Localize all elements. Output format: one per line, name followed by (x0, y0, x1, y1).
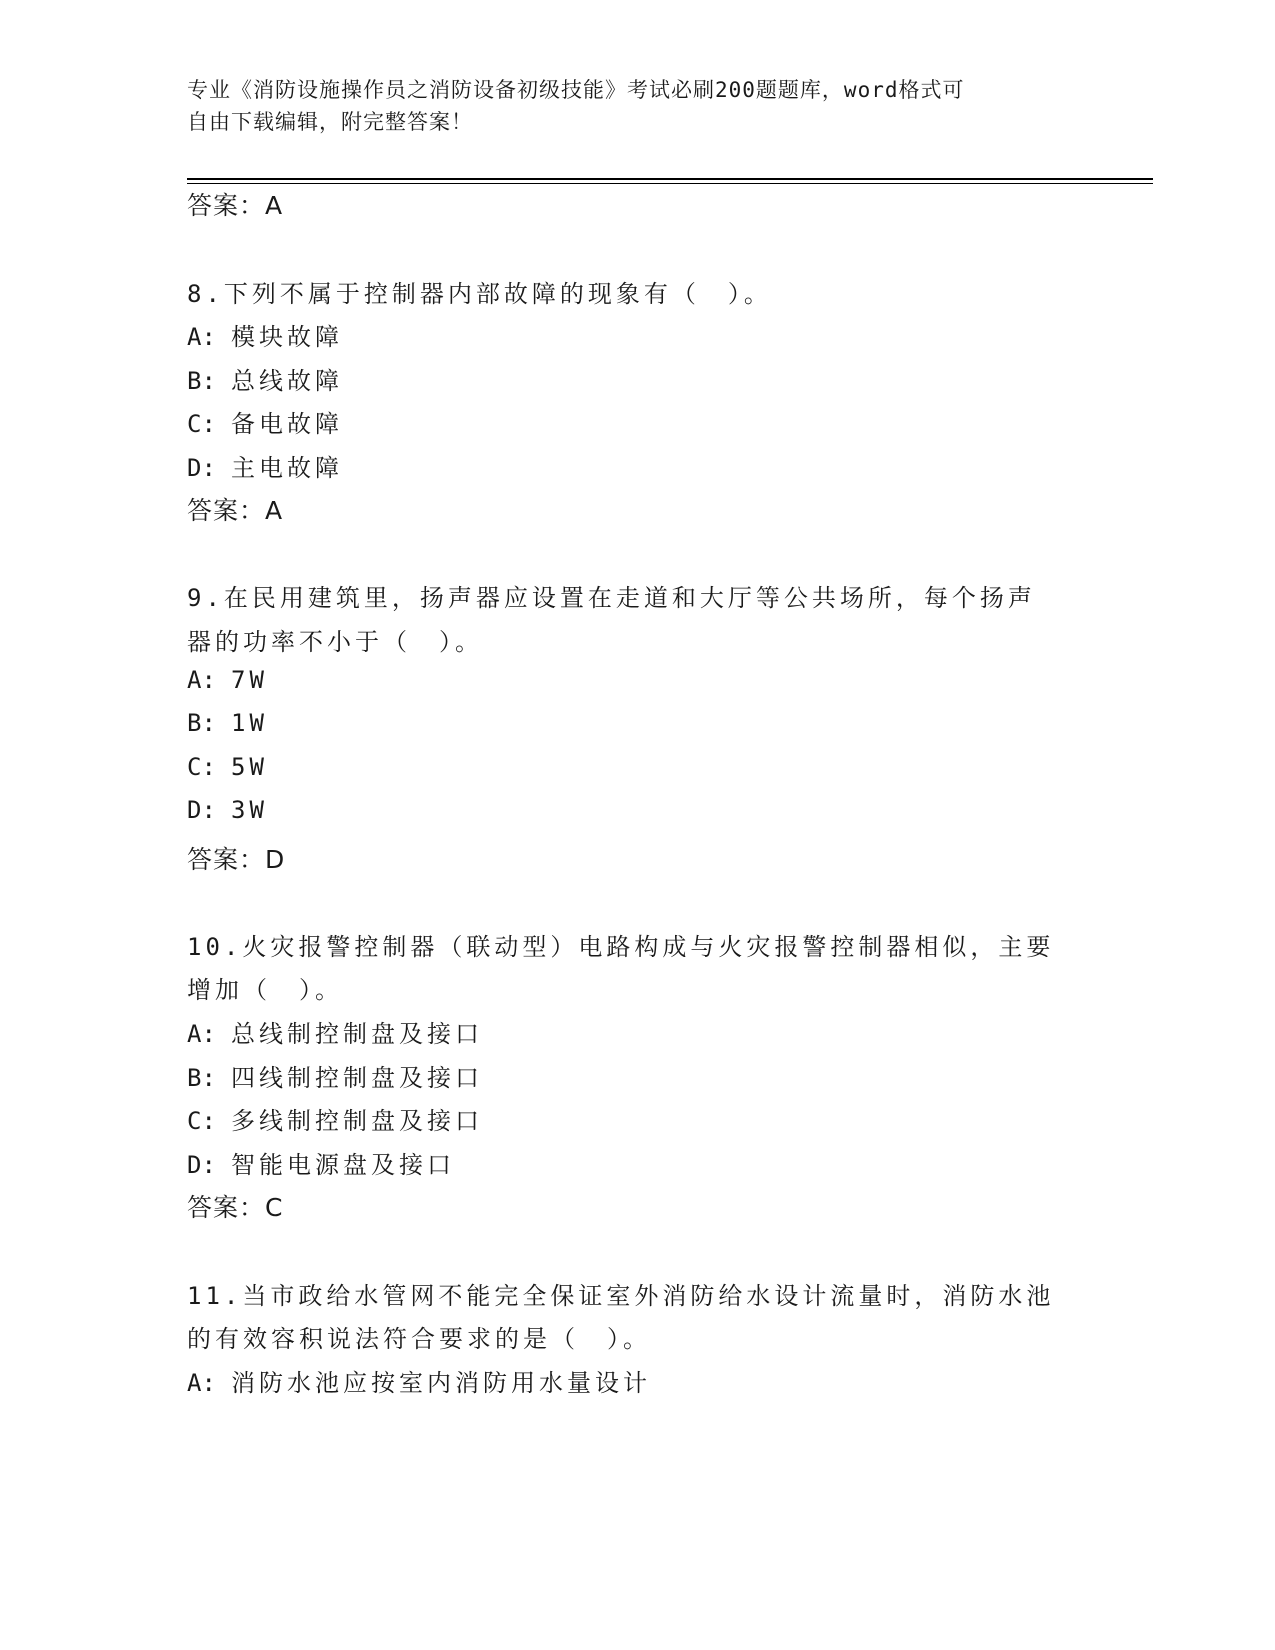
question-9-option-d: D: 3W (187, 796, 268, 824)
question-9-option-c: C: 5W (187, 753, 268, 781)
question-9-answer: 答案：D (187, 845, 286, 874)
question-10-option-c: C: 多线制控制盘及接口 (187, 1107, 483, 1135)
question-8-option-b: B: 总线故障 (187, 367, 343, 395)
question-11-option-a: A: 消防水池应按室内消防用水量设计 (187, 1369, 651, 1397)
question-10-answer: 答案：C (187, 1193, 284, 1222)
question-11-text-line-2: 的有效容积说法符合要求的是（ ）。 (187, 1325, 651, 1353)
previous-answer: 答案：A (187, 191, 284, 220)
question-10-option-d: D: 智能电源盘及接口 (187, 1151, 455, 1179)
header-line-2: 自由下载编辑，附完整答案！ (187, 110, 473, 134)
question-10-text-line-2: 增加（ ）。 (187, 976, 343, 1004)
header-line-1: 专业《消防设施操作员之消防设备初级技能》考试必刷200题题库，word格式可 (187, 78, 965, 102)
header-divider-thick (187, 178, 1153, 180)
question-8-option-d: D: 主电故障 (187, 454, 343, 482)
question-10-text-line-1: 10.火灾报警控制器（联动型）电路构成与火灾报警控制器相似，主要 (187, 933, 1055, 961)
document-header (187, 74, 1067, 138)
question-9-text-line-1: 9.在民用建筑里，扬声器应设置在走道和大厅等公共场所，每个扬声 (187, 584, 1036, 612)
question-10-option-b: B: 四线制控制盘及接口 (187, 1064, 483, 1092)
header-divider-thin (187, 183, 1153, 184)
question-9-text-line-2: 器的功率不小于（ ）。 (187, 628, 483, 656)
question-8-option-c: C: 备电故障 (187, 410, 343, 438)
question-9-option-a: A: 7W (187, 666, 268, 694)
question-9-option-b: B: 1W (187, 709, 268, 737)
question-8-answer: 答案：A (187, 496, 284, 525)
question-8-text: 8.下列不属于控制器内部故障的现象有（ ）。 (187, 280, 772, 308)
question-11-text-line-1: 11.当市政给水管网不能完全保证室外消防给水设计流量时，消防水池 (187, 1282, 1055, 1310)
question-10-option-a: A: 总线制控制盘及接口 (187, 1020, 483, 1048)
question-8-option-a: A: 模块故障 (187, 323, 343, 351)
